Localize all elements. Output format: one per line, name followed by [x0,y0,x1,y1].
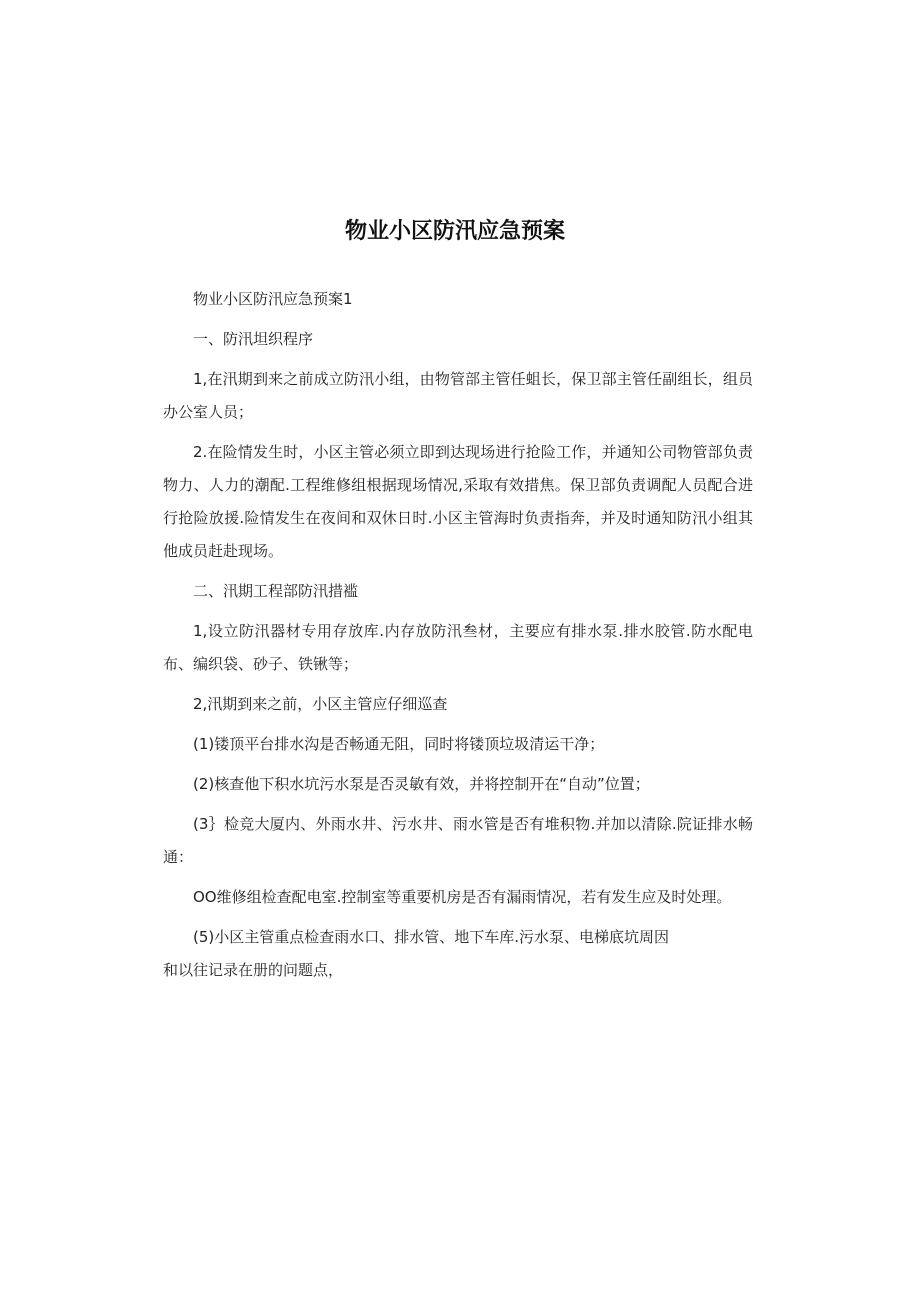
paragraph-item-4: 2,汛期到来之前，小区主管应仔细巡查 [193,695,448,713]
paragraph-item-1: 1,在汛期到来之前成立防汛小组，由物管部主管任蛆长，保卫部主管任副组长，组员办公室人员； [163,370,753,421]
section-heading-2: 二、汛期工程部防汛措褴 [193,582,359,600]
paragraph-sub-4: OO维修组检查配电室.控制室等重要机房是否有漏雨情况，若有发生应及时处理。 [193,888,732,906]
paragraph-item-2: 2.在险情发生时，小区主管必须立即到达现场进行抢险工作，并通知公司物管部负责物力、人力的潮配.工程维修组根据现场情况,采取有效措焦。保卫部负责调配人员配合进行抢险放援.险情发生在夜间和双休日时.小区主管海时负责指奔，并及时通知防汛小组其他成员赶赴现场。 [163,443,753,560]
paragraph-item-3: 1,设立防汛器材专用存放库.内存放防汛叁材，主要应有排水泵.排水胶管.防水配电布、编织袋、砂子、铁锹等； [163,622,753,673]
document-title: 物业小区防汛应急预案 [344,219,565,244]
paragraph-sub-1: (1)镂顶平台排水沟是否畅通无阻，同时将镂顶垃圾清运干净； [193,735,605,753]
paragraph-sub-2: (2)核查他下积水坑污水泵是否灵敏有效，并将控制开在“自动”位置； [193,775,650,793]
document-body [163,283,753,994]
paragraph-subtitle: 物业小区防汛应急预案1 [193,290,353,308]
paragraph-sub-5-continued: 和以往记录在册的问题点， [163,961,344,979]
paragraph-sub-5: (5)小区主管重点检查雨水口、排水管、地下车库.污水泵、电梯底坑周因 [193,928,670,946]
paragraph-sub-3: (3｝检竞大厦内、外雨水井、污水井、雨水管是否有堆积物.并加以清除.院证排水畅通： [163,815,753,866]
section-heading-1: 一、防汛坦织程序 [193,330,314,348]
